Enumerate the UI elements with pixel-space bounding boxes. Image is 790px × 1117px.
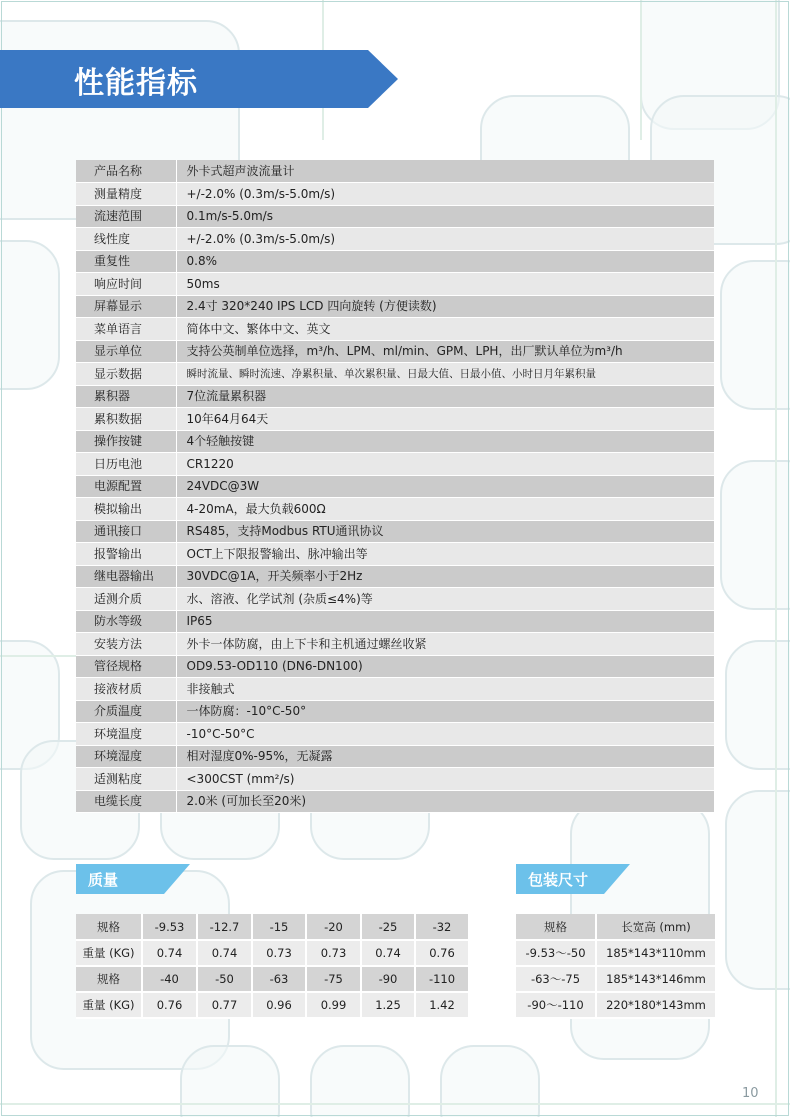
spec-row xyxy=(76,408,714,431)
weight-cell: 0.76 xyxy=(415,940,469,966)
weight-value-row xyxy=(76,992,469,1018)
spec-value: -10°C-50°C xyxy=(176,723,714,746)
spec-value: 2.0米 (可加长至20米) xyxy=(176,790,714,813)
weight-row-header: 重量 (KG) xyxy=(76,940,142,966)
weight-cell: -9.53 xyxy=(142,914,197,940)
spec-row xyxy=(76,565,714,588)
spec-row xyxy=(76,250,714,273)
weight-cell: -12.7 xyxy=(197,914,252,940)
weight-cell: -90 xyxy=(361,966,415,992)
spec-row xyxy=(76,183,714,206)
spec-value: 支持公英制单位选择，m³/h、LPM、ml/min、GPM、LPH，出厂默认单位为m³/h xyxy=(176,340,714,363)
spec-label: 电源配置 xyxy=(76,475,176,498)
spec-value: 10年64月64天 xyxy=(176,408,714,431)
package-section-title: 包装尺寸 xyxy=(528,871,589,889)
spec-value: 水、溶液、化学试剂 (杂质≤4%)等 xyxy=(176,588,714,611)
spec-value: OCT上下限报警输出、脉冲输出等 xyxy=(176,543,714,566)
package-cell: -90～-110 xyxy=(516,992,596,1018)
spec-label: 操作按键 xyxy=(76,430,176,453)
package-cell: 185*143*110mm xyxy=(596,940,716,966)
weight-section-title: 质量 xyxy=(88,871,119,889)
spec-label: 屏幕显示 xyxy=(76,295,176,318)
spec-row xyxy=(76,723,714,746)
weight-cell: 0.74 xyxy=(197,940,252,966)
weight-cell: -50 xyxy=(197,966,252,992)
spec-label: 环境湿度 xyxy=(76,745,176,768)
weight-table xyxy=(76,914,470,1019)
spec-label: 显示单位 xyxy=(76,340,176,363)
weight-cell: 0.96 xyxy=(252,992,306,1018)
weight-row-header: 规格 xyxy=(76,914,142,940)
package-row xyxy=(516,966,716,992)
spec-label: 适测介质 xyxy=(76,588,176,611)
spec-row xyxy=(76,543,714,566)
spec-value: 外卡一体防腐，由上下卡和主机通过螺丝收紧 xyxy=(176,633,714,656)
spec-label: 日历电池 xyxy=(76,453,176,476)
spec-row xyxy=(76,363,714,386)
weight-cell: 0.99 xyxy=(306,992,361,1018)
weight-spec-row xyxy=(76,914,469,940)
package-row xyxy=(516,992,716,1018)
weight-cell: 1.42 xyxy=(415,992,469,1018)
package-header-cell: 长宽高 (mm) xyxy=(596,914,716,940)
page-number: 10 xyxy=(742,1086,759,1101)
spec-row xyxy=(76,385,714,408)
spec-label: 适测粘度 xyxy=(76,768,176,791)
banner-arrow-shape xyxy=(0,50,398,108)
spec-value: +/-2.0% (0.3m/s-5.0m/s) xyxy=(176,183,714,206)
weight-cell: -40 xyxy=(142,966,197,992)
spec-row xyxy=(76,160,714,183)
spec-row xyxy=(76,633,714,656)
weight-cell: -25 xyxy=(361,914,415,940)
spec-label: 线性度 xyxy=(76,228,176,251)
package-table xyxy=(516,914,717,1019)
spec-value: CR1220 xyxy=(176,453,714,476)
page-title: 性能指标 xyxy=(74,66,198,101)
spec-value: 4-20mA，最大负载600Ω xyxy=(176,498,714,521)
spec-row xyxy=(76,205,714,228)
title-banner xyxy=(0,50,398,108)
spec-row xyxy=(76,655,714,678)
weight-cell: 0.73 xyxy=(306,940,361,966)
spec-row xyxy=(76,588,714,611)
spec-row xyxy=(76,453,714,476)
spec-label: 管径规格 xyxy=(76,655,176,678)
spec-row xyxy=(76,340,714,363)
spec-label: 通讯接口 xyxy=(76,520,176,543)
spec-label: 流速范围 xyxy=(76,205,176,228)
spec-label: 继电器输出 xyxy=(76,565,176,588)
weight-value-row xyxy=(76,940,469,966)
spec-label: 菜单语言 xyxy=(76,318,176,341)
spec-value: 非接触式 xyxy=(176,678,714,701)
spec-label: 接液材质 xyxy=(76,678,176,701)
weight-cell: 0.74 xyxy=(142,940,197,966)
spec-label: 环境温度 xyxy=(76,723,176,746)
spec-label: 产品名称 xyxy=(76,160,176,183)
spec-value: 2.4寸 320*240 IPS LCD 四向旋转 (方便读数) xyxy=(176,295,714,318)
spec-label: 重复性 xyxy=(76,250,176,273)
weight-cell: -15 xyxy=(252,914,306,940)
package-cell: -63～-75 xyxy=(516,966,596,992)
spec-label: 响应时间 xyxy=(76,273,176,296)
spec-row xyxy=(76,318,714,341)
spec-row xyxy=(76,498,714,521)
weight-cell: -75 xyxy=(306,966,361,992)
weight-row-header: 重量 (KG) xyxy=(76,992,142,1018)
spec-value: 简体中文、繁体中文、英文 xyxy=(176,318,714,341)
spec-row xyxy=(76,700,714,723)
package-section-tag xyxy=(516,864,630,894)
spec-value: 0.8% xyxy=(176,250,714,273)
spec-row xyxy=(76,430,714,453)
weight-cell: -32 xyxy=(415,914,469,940)
weight-cell: -63 xyxy=(252,966,306,992)
package-header-cell: 规格 xyxy=(516,914,596,940)
spec-label: 累积器 xyxy=(76,385,176,408)
spec-row xyxy=(76,295,714,318)
spec-value: 瞬时流量、瞬时流速、净累积量、单次累积量、日最大值、日最小值、小时日月年累积量 xyxy=(176,363,714,386)
spec-row xyxy=(76,228,714,251)
spec-value: 30VDC@1A，开关频率小于2Hz xyxy=(176,565,714,588)
spec-row xyxy=(76,273,714,296)
weight-cell: -110 xyxy=(415,966,469,992)
spec-value: OD9.53-OD110 (DN6-DN100) xyxy=(176,655,714,678)
spec-label: 累积数据 xyxy=(76,408,176,431)
spec-row xyxy=(76,678,714,701)
weight-section-tag xyxy=(76,864,190,894)
spec-value: IP65 xyxy=(176,610,714,633)
spec-value: 50ms xyxy=(176,273,714,296)
spec-value: 外卡式超声波流量计 xyxy=(176,160,714,183)
package-cell: 220*180*143mm xyxy=(596,992,716,1018)
spec-value: 4个轻触按键 xyxy=(176,430,714,453)
spec-value: 0.1m/s-5.0m/s xyxy=(176,205,714,228)
package-row xyxy=(516,940,716,966)
spec-label: 安装方法 xyxy=(76,633,176,656)
spec-value: 一体防腐：-10°C-50° xyxy=(176,700,714,723)
spec-row xyxy=(76,768,714,791)
spec-value: 相对湿度0%-95%，无凝露 xyxy=(176,745,714,768)
weight-cell: 0.73 xyxy=(252,940,306,966)
spec-label: 模拟输出 xyxy=(76,498,176,521)
weight-cell: 0.77 xyxy=(197,992,252,1018)
package-cell: -9.53～-50 xyxy=(516,940,596,966)
package-header-row xyxy=(516,914,716,940)
spec-label: 电缆长度 xyxy=(76,790,176,813)
weight-row-header: 规格 xyxy=(76,966,142,992)
spec-value: RS485，支持Modbus RTU通讯协议 xyxy=(176,520,714,543)
weight-spec-row xyxy=(76,966,469,992)
weight-cell: 0.74 xyxy=(361,940,415,966)
spec-row xyxy=(76,790,714,813)
package-cell: 185*143*146mm xyxy=(596,966,716,992)
spec-label: 报警输出 xyxy=(76,543,176,566)
spec-label: 测量精度 xyxy=(76,183,176,206)
spec-row xyxy=(76,520,714,543)
weight-cell: 1.25 xyxy=(361,992,415,1018)
weight-cell: 0.76 xyxy=(142,992,197,1018)
spec-value: 24VDC@3W xyxy=(176,475,714,498)
spec-value: +/-2.0% (0.3m/s-5.0m/s) xyxy=(176,228,714,251)
spec-table xyxy=(76,160,714,813)
spec-row xyxy=(76,475,714,498)
spec-value: <300CST (mm²/s) xyxy=(176,768,714,791)
spec-label: 介质温度 xyxy=(76,700,176,723)
spec-label: 显示数据 xyxy=(76,363,176,386)
spec-value: 7位流量累积器 xyxy=(176,385,714,408)
weight-cell: -20 xyxy=(306,914,361,940)
spec-row xyxy=(76,610,714,633)
spec-row xyxy=(76,745,714,768)
spec-label: 防水等级 xyxy=(76,610,176,633)
